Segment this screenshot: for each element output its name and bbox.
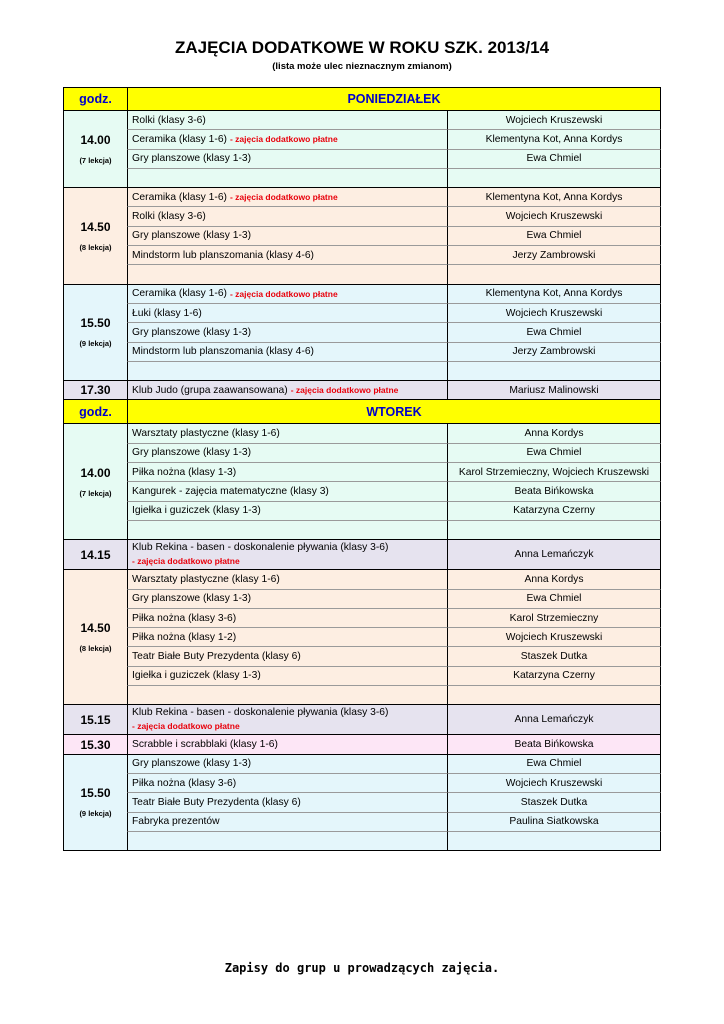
- schedule-table: [63, 87, 661, 851]
- leader-cell: Jerzy Zambrowski: [447, 246, 661, 265]
- activity-name: Klub Rekina - basen - doskonalenie pływania (klasy 3-6): [132, 542, 389, 554]
- day-header: [63, 87, 661, 111]
- lesson-number: (8 lekcja): [79, 644, 112, 654]
- table-row: [63, 265, 661, 284]
- time-block: [63, 540, 661, 570]
- table-row: [63, 323, 661, 342]
- leader-cell: Karol Strzemieczny: [447, 609, 661, 628]
- activity-name: Teatr Białe Buty Prezydenta (klasy 6): [132, 796, 301, 808]
- activity-name: Kangurek - zajęcia matematyczne (klasy 3): [132, 486, 329, 498]
- paid-note: - zajęcia dodatkowo płatne: [132, 721, 240, 732]
- table-row: [63, 381, 661, 400]
- lesson-number: (8 lekcja): [79, 242, 112, 252]
- activity-name: Ceramika (klasy 1-6): [132, 133, 227, 145]
- activity-name: Gry planszowe (klasy 1-3): [132, 153, 252, 165]
- time-label: 15.50: [80, 316, 111, 331]
- activity-name: Klub Judo (grupa zaawansowana): [132, 384, 288, 396]
- leader-cell: Ewa Chmiel: [447, 227, 661, 246]
- activity-name: Piłka nożna (klasy 1-2): [132, 631, 237, 643]
- leader-cell: [447, 832, 661, 851]
- activity-name: Ceramika (klasy 1-6): [132, 288, 227, 300]
- paid-note: - zajęcia dodatkowo płatne: [229, 192, 338, 203]
- table-row: [63, 444, 661, 463]
- leader-cell: Mariusz Malinowski: [447, 381, 661, 400]
- table-row: [63, 343, 661, 362]
- time-label: 14.50: [80, 219, 111, 234]
- day-name: PONIEDZIAŁEK: [127, 87, 661, 111]
- table-row: [63, 285, 661, 304]
- leader-cell: Klementyna Kot, Anna Kordys: [447, 188, 661, 207]
- time-block: [63, 755, 661, 852]
- time-block: [63, 111, 661, 188]
- activity-name: Klub Rekina - basen - doskonalenie pływania (klasy 3-6): [132, 707, 389, 719]
- activity-name: Igiełka i guziczek (klasy 1-3): [132, 505, 261, 517]
- activity-name: Rolki (klasy 3-6): [132, 211, 206, 223]
- time-label: 15.30: [80, 737, 111, 752]
- table-row: [63, 755, 661, 774]
- time-label: 17.30: [80, 383, 111, 398]
- leader-cell: Klementyna Kot, Anna Kordys: [447, 130, 661, 149]
- lesson-number: (9 lekcja): [79, 339, 112, 349]
- activity-name: Mindstorm lub planszomania (klasy 4-6): [132, 346, 314, 358]
- table-row: [63, 521, 661, 540]
- activity-name: Warsztaty plastyczne (klasy 1-6): [132, 573, 280, 585]
- activity-name: Piłka nożna (klasy 3-6): [132, 777, 237, 789]
- table-row: [63, 246, 661, 265]
- leader-cell: Beata Bińkowska: [447, 482, 661, 501]
- leader-cell: [447, 521, 661, 540]
- leader-cell: Katarzyna Czerny: [447, 502, 661, 521]
- activity-name: Piłka nożna (klasy 1-3): [132, 466, 237, 478]
- paid-note: - zajęcia dodatkowo płatne: [132, 556, 240, 567]
- leader-cell: Wojciech Kruszewski: [447, 304, 661, 323]
- activity-name: Ceramika (klasy 1-6): [132, 191, 227, 203]
- time-block: [63, 285, 661, 382]
- leader-cell: Ewa Chmiel: [447, 590, 661, 609]
- day-header: [63, 400, 661, 424]
- lesson-number: (7 lekcja): [79, 488, 112, 498]
- leader-cell: Wojciech Kruszewski: [447, 207, 661, 226]
- leader-cell: Staszek Dutka: [447, 647, 661, 666]
- paid-note: - zajęcia dodatkowo płatne: [229, 134, 338, 145]
- paid-note: - zajęcia dodatkowo płatne: [290, 385, 399, 396]
- page-subtitle: (lista może ulec nieznacznym zmianom): [272, 61, 452, 72]
- table-row: [63, 570, 661, 589]
- paid-note: - zajęcia dodatkowo płatne: [229, 288, 338, 299]
- activity-name: Gry planszowe (klasy 1-3): [132, 758, 252, 770]
- time-block: [63, 705, 661, 735]
- table-row: [63, 169, 661, 188]
- leader-cell: Wojciech Kruszewski: [447, 111, 661, 130]
- activity-name: Gry planszowe (klasy 1-3): [132, 447, 252, 459]
- time-block: [63, 735, 661, 754]
- leader-cell: [447, 362, 661, 381]
- table-row: [63, 150, 661, 169]
- page-title: ZAJĘCIA DODATKOWE W ROKU SZK. 2013/14: [174, 38, 550, 57]
- leader-cell: [447, 265, 661, 284]
- table-row: [63, 304, 661, 323]
- leader-cell: Jerzy Zambrowski: [447, 343, 661, 362]
- table-row: [63, 735, 661, 754]
- time-column-header: godz.: [63, 87, 128, 111]
- table-row: [63, 482, 661, 501]
- table-row: [63, 540, 661, 570]
- table-row: [63, 705, 661, 735]
- leader-cell: Anna Kordys: [447, 570, 661, 589]
- table-row: [63, 227, 661, 246]
- leader-cell: [447, 169, 661, 188]
- leader-cell: Wojciech Kruszewski: [447, 774, 661, 793]
- leader-cell: Beata Bińkowska: [447, 735, 661, 754]
- leader-cell: Anna Lemańczyk: [447, 705, 661, 735]
- table-row: [63, 130, 661, 149]
- lesson-number: (7 lekcja): [79, 156, 112, 166]
- activity-name: Scrabble i scrabblaki (klasy 1-6): [132, 739, 278, 751]
- table-row: [63, 362, 661, 381]
- leader-cell: Ewa Chmiel: [447, 755, 661, 774]
- time-label: 14.50: [80, 621, 111, 636]
- time-block: [63, 188, 661, 285]
- activity-name: Warsztaty plastyczne (klasy 1-6): [132, 428, 280, 440]
- table-row: [63, 628, 661, 647]
- day-name: WTOREK: [127, 400, 661, 424]
- time-column-header: godz.: [63, 400, 128, 424]
- time-label: 14.00: [80, 133, 111, 148]
- footer-note: Zapisy do grup u prowadzących zajęcia.: [224, 961, 500, 975]
- time-block: [63, 570, 661, 705]
- table-row: [63, 609, 661, 628]
- time-block: [63, 424, 661, 540]
- activity-name: Rolki (klasy 3-6): [132, 114, 206, 126]
- table-row: [63, 188, 661, 207]
- lesson-number: (9 lekcja): [79, 809, 112, 819]
- table-row: [63, 813, 661, 832]
- leader-cell: Ewa Chmiel: [447, 444, 661, 463]
- leader-cell: Katarzyna Czerny: [447, 667, 661, 686]
- time-block: [63, 381, 661, 400]
- activity-name: Fabryka prezentów: [132, 816, 220, 828]
- table-row: [63, 590, 661, 609]
- time-label: 15.50: [80, 786, 111, 801]
- table-row: [63, 111, 661, 130]
- activity-name: Gry planszowe (klasy 1-3): [132, 326, 252, 338]
- table-row: [63, 463, 661, 482]
- table-row: [63, 686, 661, 705]
- table-row: [63, 502, 661, 521]
- activity-name: Gry planszowe (klasy 1-3): [132, 593, 252, 605]
- activity-name: Mindstorm lub planszomania (klasy 4-6): [132, 249, 314, 261]
- leader-cell: Ewa Chmiel: [447, 150, 661, 169]
- table-row: [63, 207, 661, 226]
- activity-name: Teatr Białe Buty Prezydenta (klasy 6): [132, 651, 301, 663]
- time-label: 14.00: [80, 465, 111, 480]
- table-row: [63, 667, 661, 686]
- leader-cell: Anna Kordys: [447, 424, 661, 443]
- leader-cell: [447, 686, 661, 705]
- leader-cell: Klementyna Kot, Anna Kordys: [447, 285, 661, 304]
- table-row: [63, 424, 661, 443]
- activity-name: Łuki (klasy 1-6): [132, 307, 202, 319]
- leader-cell: Karol Strzemieczny, Wojciech Kruszewski: [447, 463, 661, 482]
- leader-cell: Staszek Dutka: [447, 793, 661, 812]
- leader-cell: Anna Lemańczyk: [447, 540, 661, 570]
- leader-cell: Ewa Chmiel: [447, 323, 661, 342]
- activity-name: Igiełka i guziczek (klasy 1-3): [132, 670, 261, 682]
- table-row: [63, 793, 661, 812]
- activity-name: Gry planszowe (klasy 1-3): [132, 230, 252, 242]
- time-label: 15.15: [80, 712, 111, 727]
- leader-cell: Wojciech Kruszewski: [447, 628, 661, 647]
- activity-name: Piłka nożna (klasy 3-6): [132, 612, 237, 624]
- table-row: [63, 774, 661, 793]
- leader-cell: Paulina Siatkowska: [447, 813, 661, 832]
- table-row: [63, 832, 661, 851]
- table-row: [63, 647, 661, 666]
- time-label: 14.15: [80, 547, 111, 562]
